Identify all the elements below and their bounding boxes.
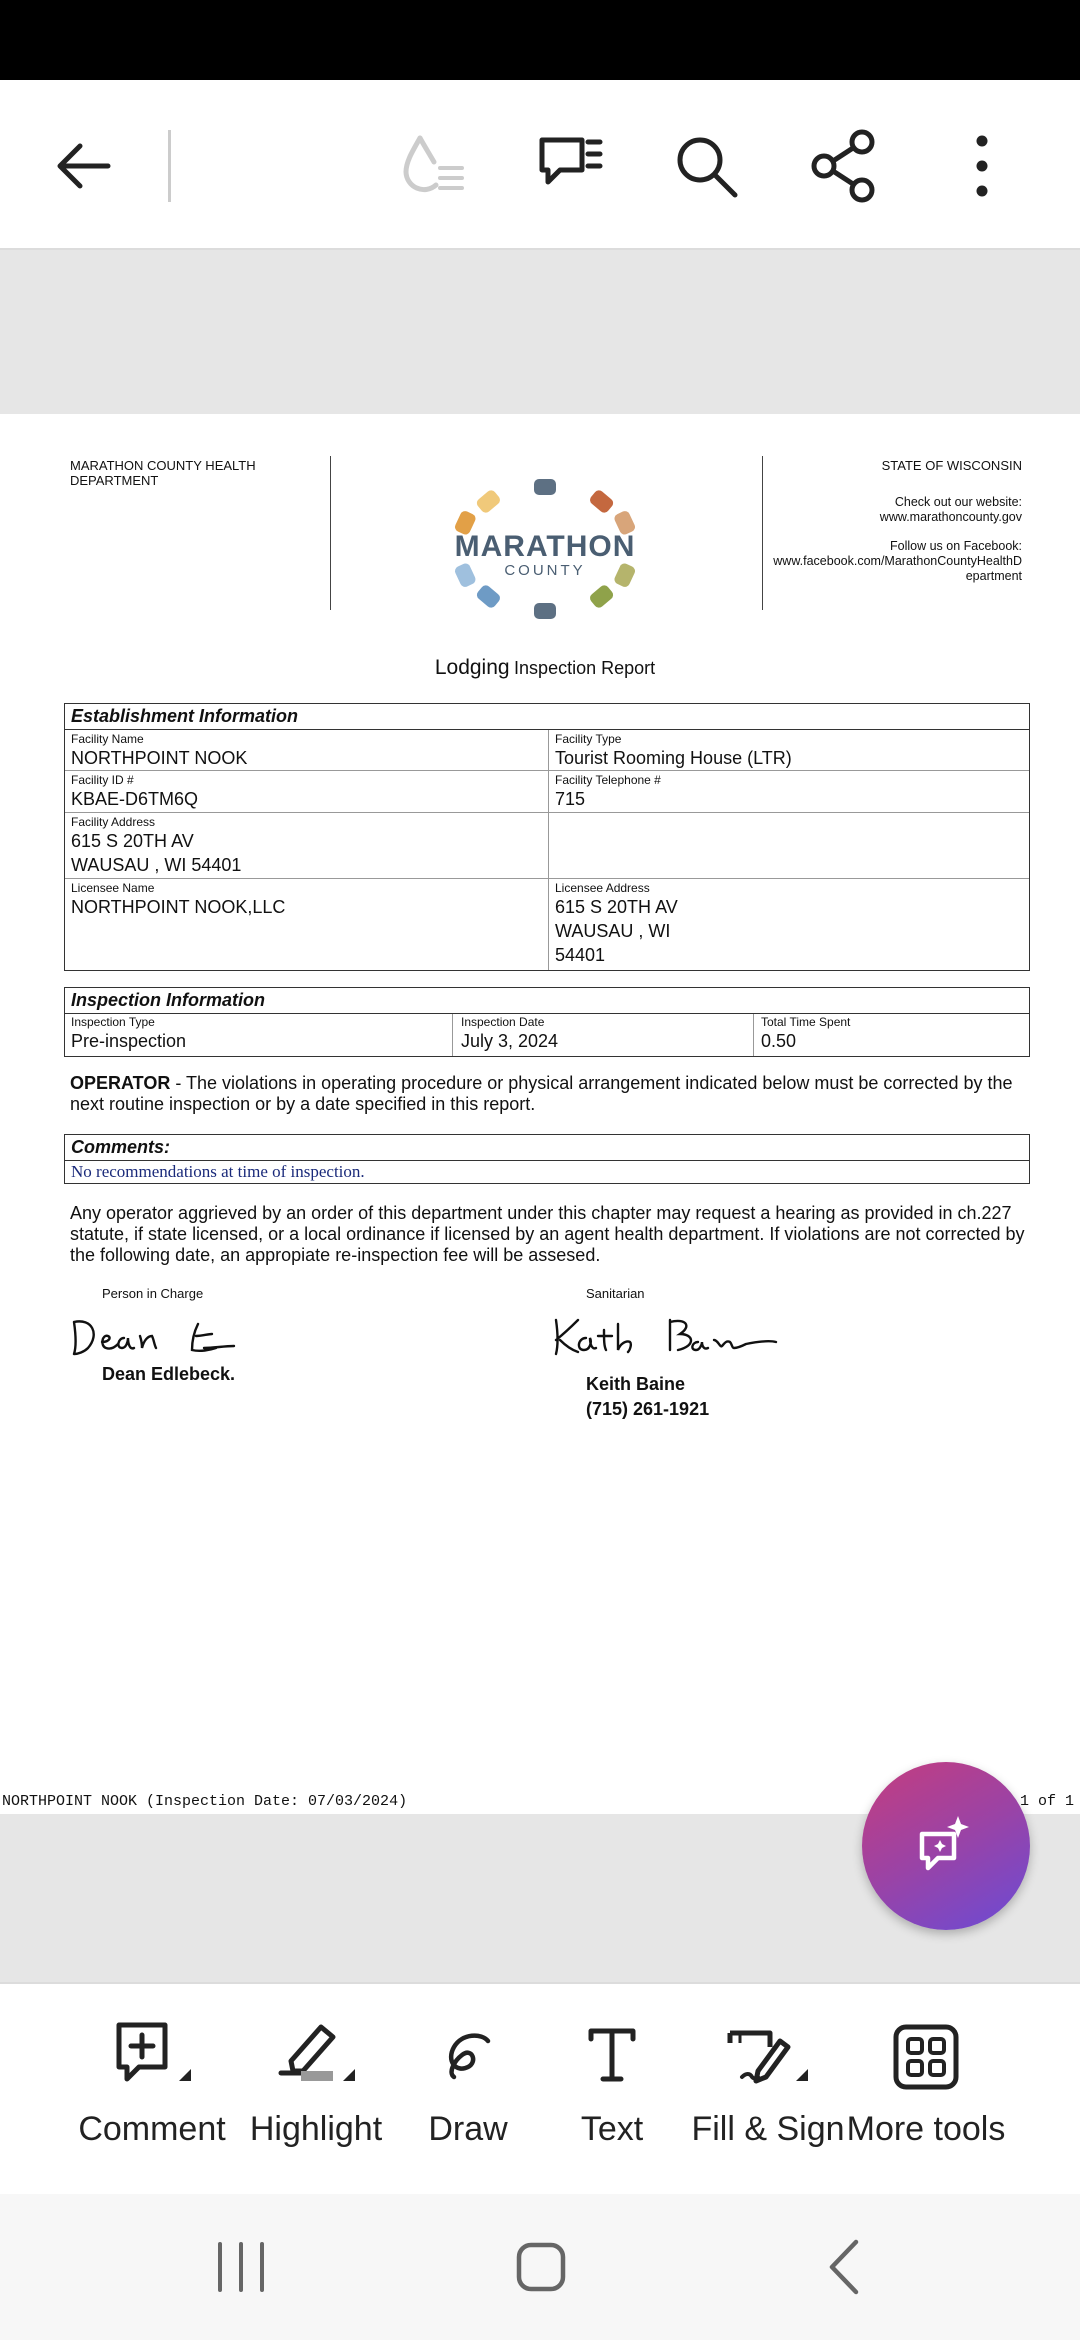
logo-title: MARATHON <box>454 530 636 563</box>
text-tool-label: Text <box>580 2110 644 2148</box>
fill-sign-icon <box>718 2017 818 2097</box>
facility-id-cell <box>71 773 198 811</box>
highlighter-icon <box>271 2017 361 2097</box>
facility-type: Tourist Rooming House (LTR) <box>555 748 792 768</box>
system-navigation-bar <box>0 2194 1080 2340</box>
header-right <box>762 458 1022 584</box>
more-options-icon[interactable] <box>934 118 1030 214</box>
facility-id-label: Facility ID # <box>71 773 134 787</box>
header-divider <box>330 456 331 610</box>
logo-tile <box>588 488 615 514</box>
operator-label: OPERATOR <box>70 1073 171 1093</box>
text-icon <box>577 2017 647 2097</box>
establishment-section <box>64 703 1030 971</box>
licensee-address-line2: WAUSAU , WI <box>555 921 671 941</box>
logo-tile <box>475 488 502 514</box>
fill-sign-tool-label: Fill & Sign <box>691 2110 845 2148</box>
facility-phone: 715 <box>555 789 586 809</box>
fill-sign-tool-button[interactable] <box>688 2014 848 2184</box>
text-tool-button[interactable] <box>532 2014 692 2184</box>
report-title-sub: Inspection Report <box>514 658 656 678</box>
logo-tile <box>475 583 502 609</box>
facility-phone-label: Facility Telephone # <box>555 773 661 787</box>
page-footer-count: 1 of 1 <box>1020 1793 1075 1810</box>
person-in-charge-name: Dean Edlebeck. <box>102 1364 236 1384</box>
draw-tool-label: Draw <box>428 2110 508 2148</box>
logo-subtitle: COUNTY <box>504 562 586 579</box>
inspection-date-label: Inspection Date <box>461 1015 545 1029</box>
facility-phone-cell <box>555 773 661 811</box>
website-label: Check out our website: <box>894 495 1022 509</box>
report-title <box>0 656 1080 680</box>
top-toolbar <box>0 80 1080 250</box>
establishment-title: Establishment Information <box>65 704 1029 730</box>
more-tools-label: More tools <box>846 2110 1006 2148</box>
facility-id: KBAE-D6TM6Q <box>71 789 199 809</box>
facility-name-cell <box>71 732 247 770</box>
bottom-toolbar <box>0 1982 1080 2196</box>
inspection-type-label: Inspection Type <box>71 1015 155 1029</box>
inspection-type: Pre-inspection <box>71 1031 187 1051</box>
person-in-charge-signature <box>68 1314 258 1369</box>
viewer-background <box>0 250 1080 414</box>
time-spent-label: Total Time Spent <box>761 1015 851 1029</box>
back-icon[interactable] <box>810 2232 880 2302</box>
facility-address-cell <box>71 815 241 877</box>
time-spent: 0.50 <box>761 1031 797 1051</box>
licensee-name-label: Licensee Name <box>71 881 155 895</box>
facility-type-label: Facility Type <box>555 732 622 746</box>
back-arrow-icon[interactable] <box>36 118 132 214</box>
draw-icon <box>428 2017 508 2097</box>
inspection-type-cell <box>71 1015 186 1053</box>
logo-tile <box>534 603 556 619</box>
inspection-date: July 3, 2024 <box>461 1031 559 1051</box>
facebook-link[interactable]: www.facebook.com/MarathonCountyHealthD <box>773 554 1022 568</box>
appeal-notice: Any operator aggrieved by an order of this department under this chapter may request a hearing as provided in ch.227 statute, if state licensed, or a local ordinance if licensed by an agent health department. If violations are not corrected by the following date, an appropiate re-inspection fee will be assesed. <box>70 1203 1025 1265</box>
facility-address-line1: 615 S 20TH AV <box>71 831 194 851</box>
document-page[interactable] <box>0 414 1080 1814</box>
home-icon[interactable] <box>506 2232 576 2302</box>
highlight-tool-button[interactable] <box>236 2014 396 2184</box>
comments-text: No recommendations at time of inspection. <box>71 1162 365 1181</box>
sanitarian-signature <box>552 1314 802 1369</box>
licensee-address-line3: 54401 <box>555 945 606 965</box>
facebook-link-cont: epartment <box>965 569 1022 583</box>
operator-notice <box>70 1073 1030 1115</box>
highlight-tool-label: Highlight <box>249 2110 383 2148</box>
status-bar <box>0 0 1080 80</box>
logo-tile <box>588 583 615 609</box>
facility-name: NORTHPOINT NOOK <box>71 748 248 768</box>
time-spent-cell <box>761 1015 850 1053</box>
logo-tile <box>534 479 556 495</box>
more-tools-grid-icon <box>886 2017 966 2097</box>
recent-apps-icon[interactable] <box>206 2232 276 2302</box>
comments-section <box>64 1134 1030 1184</box>
comment-tool-button[interactable] <box>72 2014 232 2184</box>
ai-assistant-button[interactable] <box>862 1762 1030 1930</box>
licensee-name: NORTHPOINT NOOK,LLC <box>71 897 286 917</box>
inspection-title: Inspection Information <box>65 988 1029 1014</box>
facility-address-label: Facility Address <box>71 815 156 829</box>
licensee-address-cell <box>555 881 678 967</box>
ai-assistant-icon <box>908 1808 984 1884</box>
page-footer-title: NORTHPOINT NOOK (Inspection Date: 07/03/2024) <box>2 1793 408 1810</box>
liquid-mode-icon[interactable] <box>386 118 482 214</box>
report-title-main: Lodging <box>434 656 510 679</box>
state-label: STATE OF WISCONSIN <box>881 458 1022 473</box>
facility-type-cell <box>555 732 792 770</box>
marathon-county-logo <box>440 474 650 624</box>
facebook-label: Follow us on Facebook: <box>889 539 1022 553</box>
facility-address-line2: WAUSAU , WI 54401 <box>71 855 242 875</box>
comment-plus-icon <box>107 2017 197 2097</box>
comment-tool-label: Comment <box>78 2110 226 2148</box>
share-icon[interactable] <box>796 118 892 214</box>
inspection-date-cell <box>461 1015 558 1053</box>
sanitarian-name: Keith Baine <box>586 1374 686 1394</box>
comments-icon[interactable] <box>522 118 618 214</box>
more-tools-button[interactable] <box>846 2014 1006 2184</box>
facility-name-label: Facility Name <box>71 732 144 746</box>
sanitarian-label: Sanitarian <box>586 1286 645 1301</box>
website-link[interactable]: www.marathoncounty.gov <box>879 510 1022 524</box>
toolbar-divider <box>168 130 171 202</box>
sanitarian-phone: (715) 261-1921 <box>586 1399 710 1419</box>
header-department: MARATHON COUNTY HEALTH DEPARTMENT <box>70 458 256 488</box>
draw-tool-button[interactable] <box>388 2014 548 2184</box>
operator-text: - The violations in operating procedure or physical arrangement indicated below must be corrected by the next routine inspection or by a date specified in this report. <box>70 1073 1013 1114</box>
inspection-section <box>64 987 1030 1057</box>
comments-title: Comments: <box>65 1135 1029 1161</box>
licensee-address-line1: 615 S 20TH AV <box>555 897 678 917</box>
licensee-address-label: Licensee Address <box>555 881 650 895</box>
person-in-charge-label: Person in Charge <box>102 1286 204 1301</box>
licensee-name-cell <box>71 881 285 919</box>
search-icon[interactable] <box>658 118 754 214</box>
